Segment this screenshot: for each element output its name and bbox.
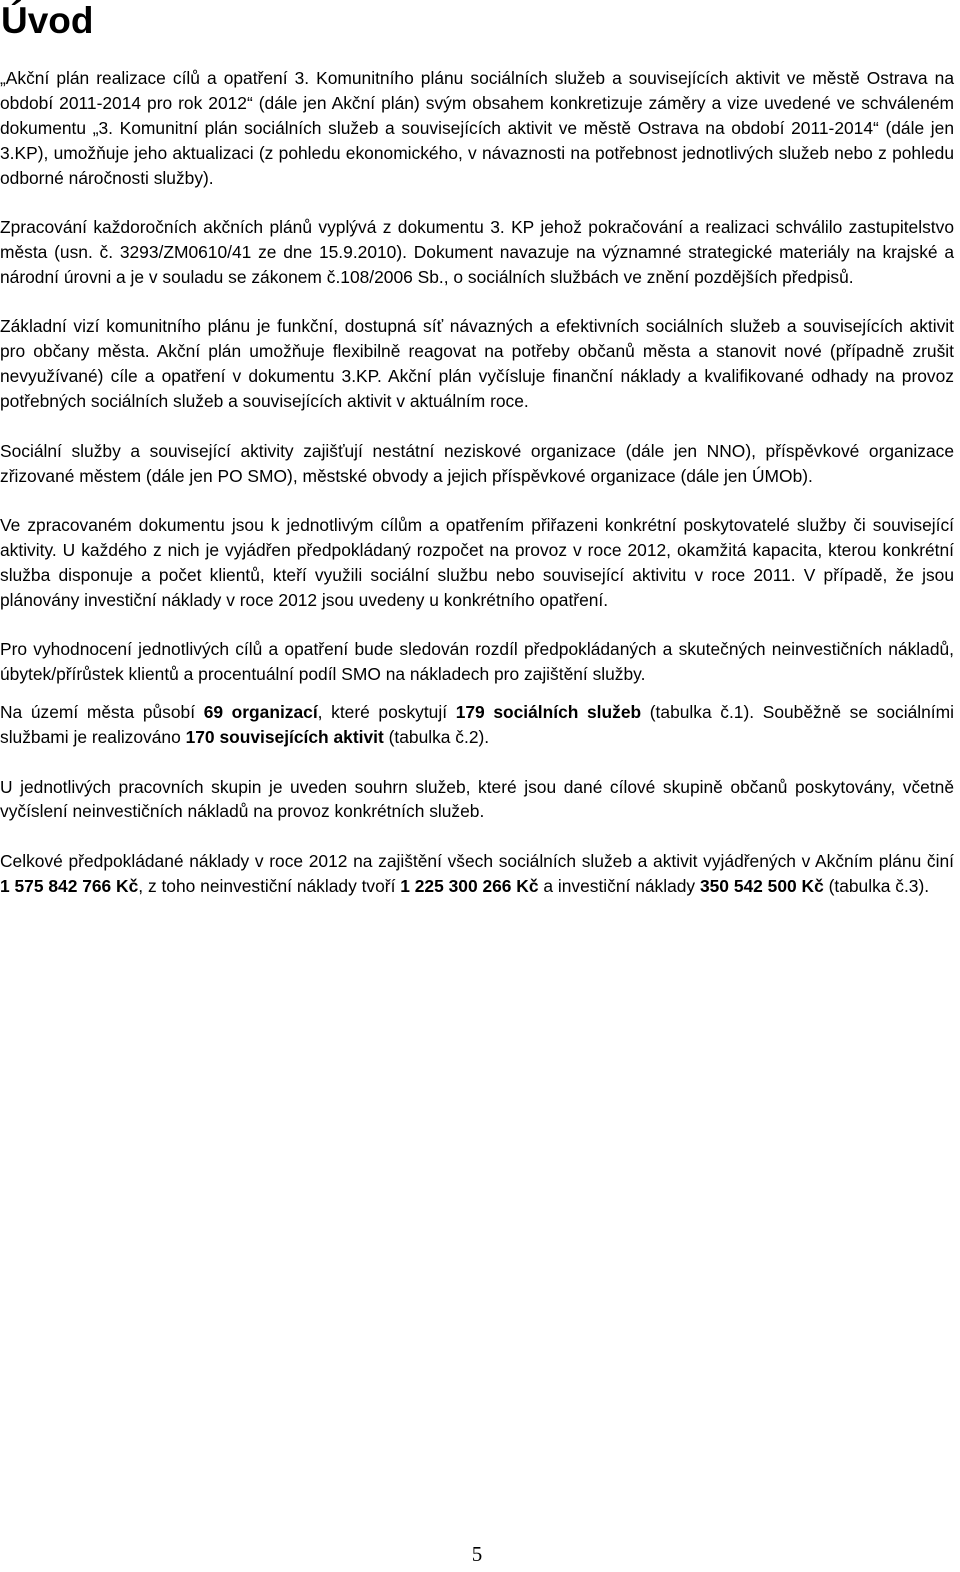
- text-fragment: a investiční náklady: [538, 875, 700, 896]
- text-fragment: Na území města působí: [0, 702, 204, 723]
- paragraph-working-groups: U jednotlivých pracovních skupin je uveden souhrn služeb, které jsou dané cílové skupině občanů poskytovány, včetně vyčíslení neinvestičních nákladů na provoz konkrétních služeb.: [0, 776, 954, 822]
- organizations-count: 69 organizací: [203, 702, 318, 723]
- text-fragment: , z toho neinvestiční náklady tvoří: [138, 875, 401, 896]
- total-costs-value: 1 575 842 766 Kč: [0, 875, 139, 896]
- non-investment-costs-value: 1 225 300 266 Kč: [400, 875, 539, 896]
- paragraph-approval: Zpracování každoročních akčních plánů vyplývá z dokumentu 3. KP jehož pokračování a realizaci schválilo zastupitelstvo města (usn. č. 3293/ZM0610/41 ze dne 15.9.2010). Dokument navazuje na významné strategické materiály na krajské a národní úrovni a je v souladu se zákonem č.108/2006 Sb., o sociálních službách ve znění pozdějších předpisů.: [0, 217, 954, 287]
- text-fragment: Celkové předpokládané náklady v roce 2012 na zajištění všech sociálních služeb a aktivit vyjádřených v Akčním plánu činí: [0, 850, 954, 871]
- investment-costs-value: 350 542 500 Kč: [699, 875, 824, 896]
- paragraph-organizations: [0, 700, 954, 750]
- page-title: Úvod: [1, 0, 94, 41]
- text-fragment: (tabulka č.1). Souběžně se sociálními službami je realizováno: [0, 702, 954, 747]
- document-body: [0, 66, 954, 923]
- paragraph-providers: Sociální služby a související aktivity zajišťují nestátní neziskové organizace (dále jen NNO), příspěvkové organizace zřizované městem (dále jen PO SMO), městské obvody a jejich příspěvkové organizace (dále jen ÚMOb).: [0, 440, 954, 486]
- page-number: 5: [471, 1542, 483, 1566]
- paragraph-evaluation: Pro vyhodnocení jednotlivých cílů a opatření bude sledován rozdíl předpokládaných a skutečných neinvestičních nákladů, úbytek/přírůstek klientů a procentuální podíl SMO na nákladech pro zajištění služby.: [0, 639, 954, 685]
- text-fragment: (tabulka č.2).: [383, 727, 490, 747]
- activities-count: 170 souvisejících aktivit: [185, 727, 384, 747]
- text-fragment: , které poskytují: [317, 702, 456, 723]
- paragraph-total-costs: [0, 849, 954, 899]
- text-fragment: (tabulka č.3).: [823, 875, 930, 896]
- paragraph-vision: Základní vizí komunitního plánu je funkční, dostupná síť návazných a efektivních sociálních služeb a souvisejících aktivit pro občany města. Akční plán umožňuje flexibilně reagovat na potřeby občanů města a stanovit nové (případně zrušit nevyužívané) cíle a opatření v dokumentu 3.KP. Akční plán vyčísluje finanční náklady a kvalifikované odhady na provoz potřebných sociálních služeb a souvisejících aktivit v aktuálním roce.: [0, 316, 954, 412]
- paragraph-budget: Ve zpracovaném dokumentu jsou k jednotlivým cílům a opatřením přiřazeni konkrétní poskytovatelé služby či související aktivity. U každého z nich je vyjádřen předpokládaný rozpočet na provoz v roce 2012, okamžitá kapacita, kterou konkrétní služba disponuje a počet klientů, kteří využili sociální službu nebo související aktivitu v roce 2011. V případě, že jsou plánovány investiční náklady v roce 2012 jsou uvedeny u konkrétního opatření.: [0, 515, 954, 610]
- services-count: 179 sociálních služeb: [455, 702, 642, 723]
- paragraph-intro: „Akční plán realizace cílů a opatření 3. Komunitního plánu sociálních služeb a souvisejících aktivit ve městě Ostrava na období 2011-2014 pro rok 2012“ (dále jen Akční plán) svým obsahem konkretizuje záměry a vize uvedené ve schváleném dokumentu „3. Komunitní plán sociálních služeb a souvisejících aktivit ve městě Ostrava na období 2011-2014“ (dále jen 3.KP), umožňuje jeho aktualizaci (z pohledu ekonomického, v návaznosti na potřebnost jednotlivých služeb nebo z pohledu odborné náročnosti služby).: [0, 68, 954, 188]
